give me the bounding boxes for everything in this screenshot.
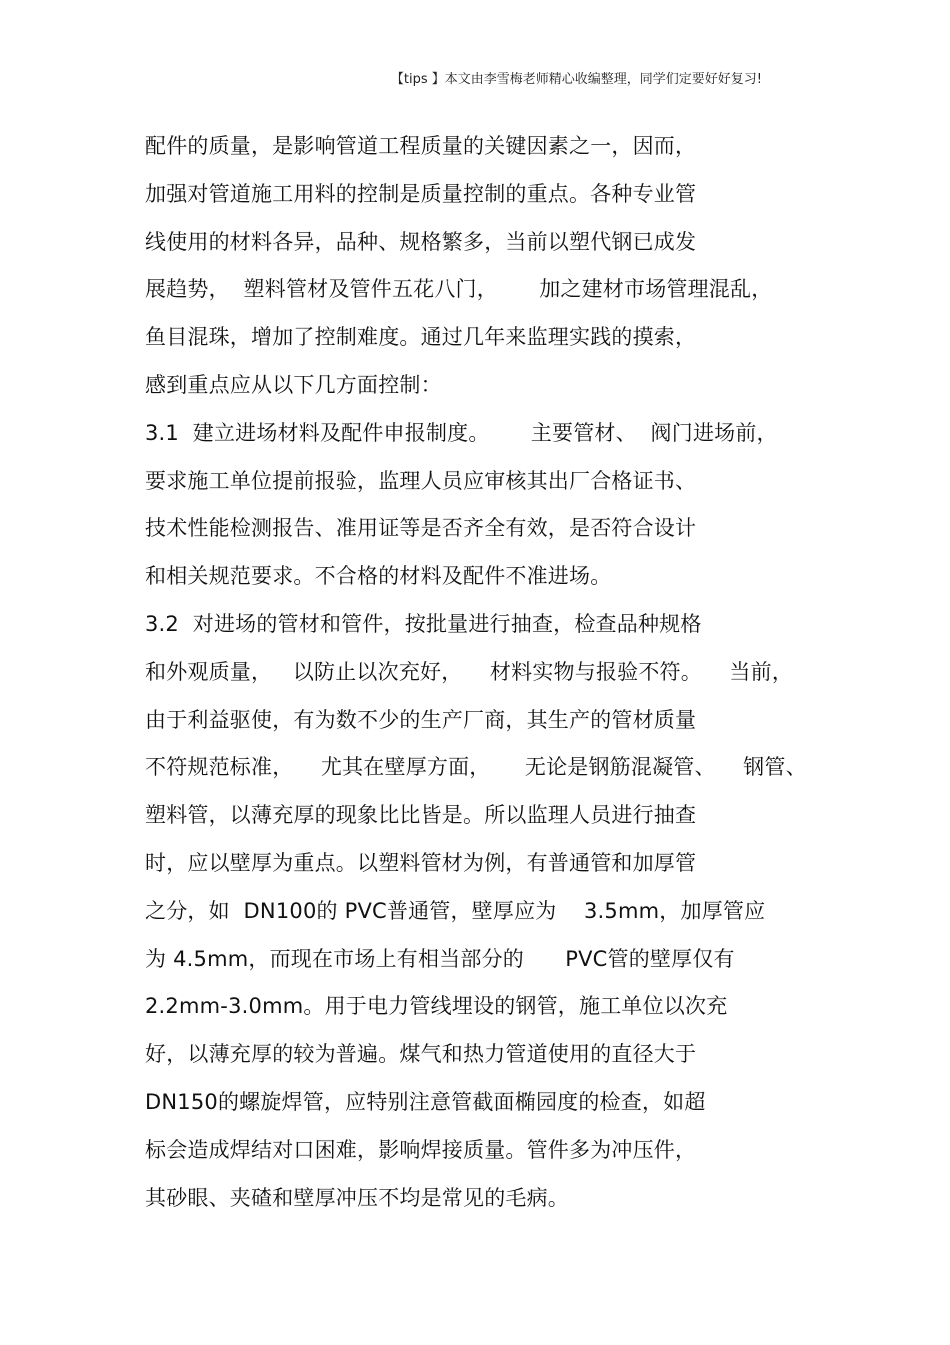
text-line: 线使用的材料各异，品种、规格繁多，当前以塑代钢已成发 xyxy=(145,229,697,254)
text-line: 2.2mm-3.0mm。用于电力管线埋设的钢管，施工单位以次充 xyxy=(145,994,728,1019)
text-line: 3.2 对进场的管材和管件，按批量进行抽查，检查品种规格 xyxy=(145,611,702,636)
text-line: 由于利益驱使，有为数不少的生产厂商，其生产的管材质量 xyxy=(145,707,697,732)
text-line: 其砂眼、夹碴和壁厚冲压不均是常见的毛病。 xyxy=(145,1185,569,1210)
text-line: 时，应以壁厚为重点。以塑料管材为例，有普通管和加厚管 xyxy=(145,850,697,875)
text-line: 展趋势， 塑料管材及管件五花八门， 加之建材市场管理混乱， xyxy=(145,277,773,302)
text-line: 3.1 建立进场材料及配件申报制度。 主要管材、 阀门进场前， xyxy=(145,420,778,445)
text-line: 标会造成焊结对口困难，影响焊接质量。管件多为冲压件， xyxy=(145,1137,697,1162)
text-line: 不符规范标准， 尤其在壁厚方面， 无论是钢筋混凝管、 钢管、 xyxy=(145,755,807,780)
text-line: 和相关规范要求。不合格的材料及配件不准进场。 xyxy=(145,564,612,589)
header-tip: 【tips 】本文由李雪梅老师精心收编整理，同学们定要好好复习! xyxy=(390,72,762,87)
text-line: 要求施工单位提前报验，监理人员应审核其出厂合格证书、 xyxy=(145,468,697,493)
text-line: 鱼目混珠，增加了控制难度。通过几年来监理实践的摸索， xyxy=(145,325,697,350)
text-line: 好，以薄充厚的较为普遍。煤气和热力管道使用的直径大于 xyxy=(145,1042,697,1067)
text-line: 塑料管，以薄充厚的现象比比皆是。所以监理人员进行抽查 xyxy=(145,803,697,828)
text-line: 之分，如 DN100的 PVC普通管，壁厚应为 3.5mm，加厚管应 xyxy=(145,898,766,923)
text-line: 和外观质量， 以防止以次充好， 材料实物与报验不符。 当前， xyxy=(145,659,794,684)
text-line: 技术性能检测报告、准用证等是否齐全有效，是否符合设计 xyxy=(145,516,697,541)
text-line: 加强对管道施工用料的控制是质量控制的重点。各种专业管 xyxy=(145,181,697,206)
text-line: DN150的螺旋焊管，应特别注意管截面椭园度的检查，如超 xyxy=(145,1089,706,1114)
text-line: 为 4.5mm，而现在市场上有相当部分的 PVC管的壁厚仅有 xyxy=(145,946,735,971)
text-line: 感到重点应从以下几方面控制： xyxy=(145,372,442,397)
text-line: 配件的质量，是影响管道工程质量的关键因素之一，因而， xyxy=(145,134,697,158)
body-text xyxy=(145,128,825,1227)
